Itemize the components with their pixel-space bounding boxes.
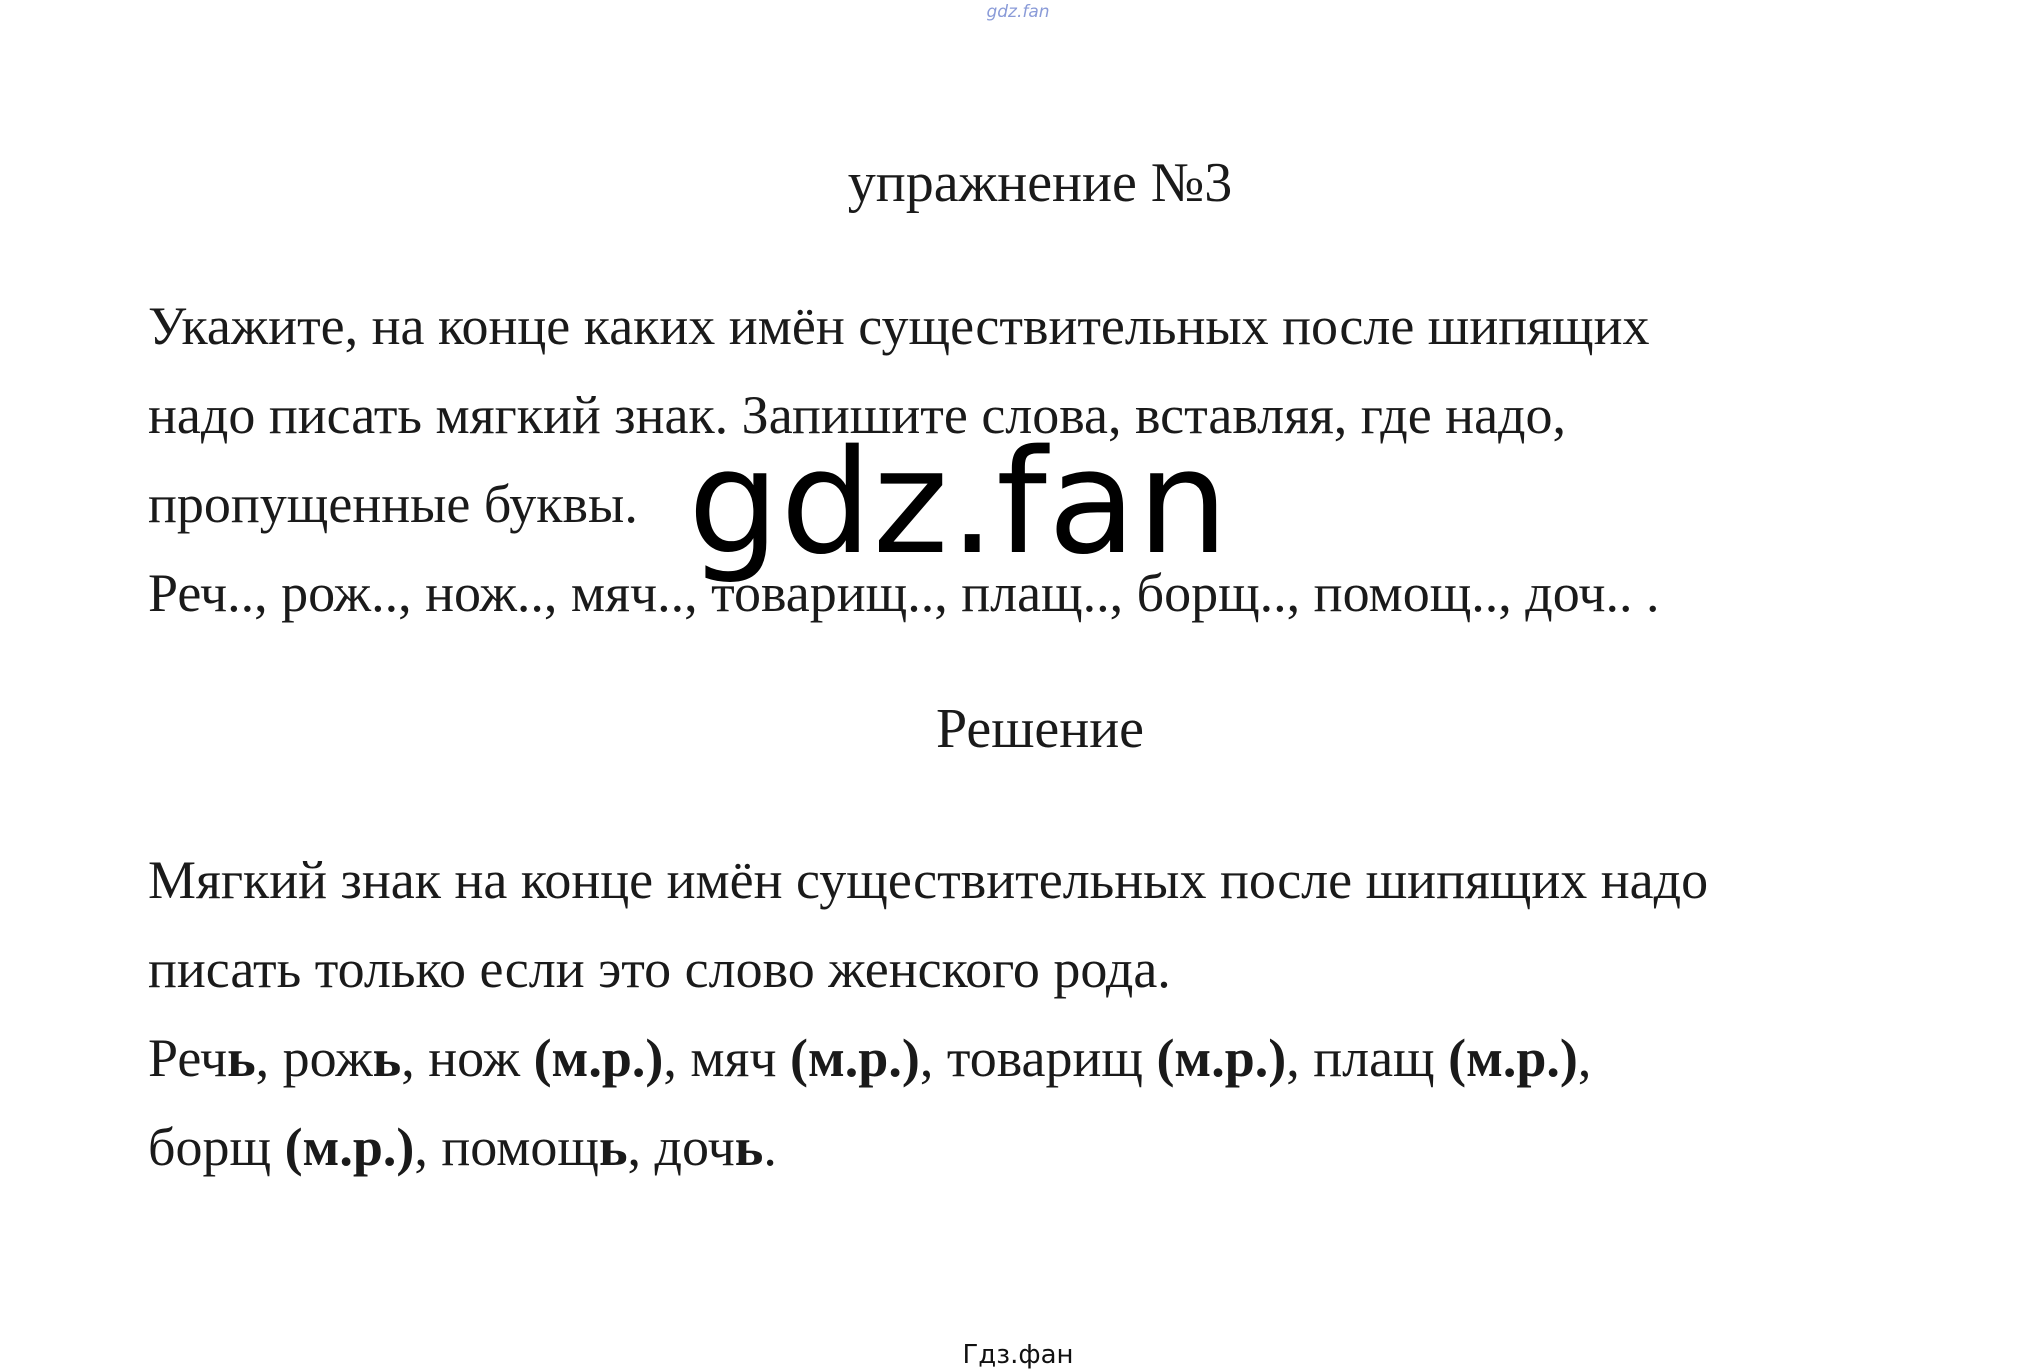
task-line-1: Укажите, на конце каких имён существительных после шипящих bbox=[148, 296, 1650, 356]
answer-segment: , помощ bbox=[414, 1117, 599, 1177]
solution-answer bbox=[148, 1014, 1968, 1192]
top-watermark: gdz.fan bbox=[986, 2, 1050, 22]
answer-segment: , доч bbox=[627, 1117, 735, 1177]
answer-bold-segment: ь bbox=[598, 1117, 628, 1177]
solution-heading: Решение bbox=[935, 698, 1145, 760]
answer-segment: , bbox=[1577, 1028, 1592, 1088]
solution-rule-line-2: писать только если это слово женского рода. bbox=[148, 939, 1171, 999]
exercise-title: упражнение №3 bbox=[847, 152, 1233, 214]
answer-segment: , плащ bbox=[1286, 1028, 1449, 1088]
answer-bold-segment: ь bbox=[372, 1028, 402, 1088]
answer-bold-segment: ь bbox=[227, 1028, 256, 1088]
solution-rule-line-1: Мягкий знак на конце имён существительных после шипящих надо bbox=[148, 850, 1709, 910]
solution-text bbox=[148, 836, 1968, 1192]
answer-segment: , рож bbox=[255, 1028, 373, 1088]
answer-segment: , товарищ bbox=[919, 1028, 1157, 1088]
answer-segment: , мяч bbox=[663, 1028, 791, 1088]
answer-bold-segment: (м.р.) bbox=[284, 1117, 415, 1177]
task-line-2: надо писать мягкий знак. Запишите слова, вставляя, где надо, bbox=[148, 385, 1567, 445]
answer-segment: . bbox=[763, 1117, 777, 1177]
answer-bold-segment: (м.р.) bbox=[1448, 1028, 1578, 1088]
answer-segment: борщ bbox=[148, 1117, 285, 1177]
answer-bold-segment: (м.р.) bbox=[790, 1028, 920, 1088]
answer-segment: Реч bbox=[148, 1028, 228, 1088]
answer-bold-segment: (м.р.) bbox=[1156, 1028, 1287, 1088]
answer-segment: , нож bbox=[401, 1028, 534, 1088]
answer-bold-segment: (м.р.) bbox=[533, 1028, 664, 1088]
footer-watermark: Гдз.фан bbox=[962, 1340, 1074, 1370]
task-words: Реч.., рож.., нож.., мяч.., товарищ.., плащ.., борщ.., помощ.., доч.. . bbox=[148, 563, 1660, 623]
center-watermark: gdz.fan bbox=[688, 418, 1230, 586]
answer-bold-segment: ь bbox=[734, 1117, 764, 1177]
task-line-3: пропущенные буквы. bbox=[148, 474, 638, 534]
